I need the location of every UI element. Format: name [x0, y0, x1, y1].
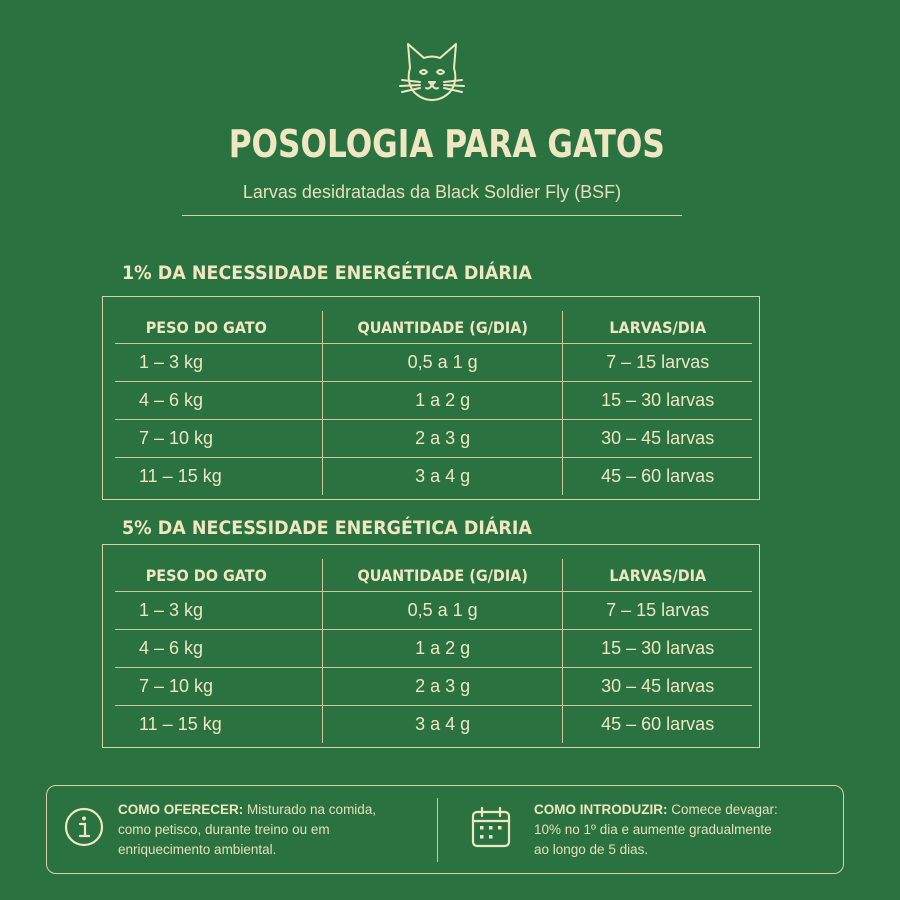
introduce-tip-label: COMO INTRODUZIR: [534, 802, 668, 817]
offer-tip-label: COMO OFERECER: [118, 802, 244, 817]
section-title-5pct: 5% DA NECESSIDADE ENERGÉTICA DIÁRIA [122, 517, 532, 539]
cell-quantity: 3 a 4 g [322, 458, 562, 496]
cell-weight: 7 – 10 kg [115, 420, 322, 458]
offer-tip-line2: como petisco, durante treino ou em [118, 822, 330, 837]
header-divider [182, 215, 682, 216]
table-row [115, 706, 752, 744]
introduce-tip-line2: 10% no 1º dia e aumente gradualmente [534, 822, 772, 837]
table-row [115, 668, 752, 706]
offer-tip-line1: Misturado na comida, [243, 802, 377, 817]
cell-weight: 4 – 6 kg [115, 382, 322, 420]
introduce-tip-line3: ao longo de 5 dias. [534, 842, 649, 857]
column-header-weight: PESO DO GATO [145, 317, 267, 337]
table-row [115, 630, 752, 668]
introduce-tip-line1: Comece devagar: [667, 802, 778, 817]
cell-weight: 7 – 10 kg [115, 668, 322, 706]
cat-face-icon [396, 38, 468, 110]
offer-tip [118, 800, 428, 860]
offer-tip-line3: enriquecimento ambiental. [118, 842, 277, 857]
cell-larvae: 45 – 60 larvas [563, 706, 752, 744]
cell-quantity: 2 a 3 g [322, 420, 562, 458]
cell-larvae: 30 – 45 larvas [563, 668, 752, 706]
cell-weight: 1 – 3 kg [115, 592, 322, 630]
table-row [115, 592, 752, 630]
page-subtitle: Larvas desidratadas da Black Soldier Fly (BSF) [242, 182, 622, 202]
cell-larvae: 7 – 15 larvas [563, 592, 752, 630]
cell-quantity: 1 a 2 g [322, 382, 562, 420]
cell-weight: 11 – 15 kg [139, 714, 222, 734]
table-header-row [115, 311, 752, 344]
introduce-tip [534, 800, 839, 860]
calendar-icon [469, 804, 513, 850]
column-header-larvae: LARVAS/DIA [609, 565, 707, 585]
cell-weight: 1 – 3 kg [115, 344, 322, 382]
table-row [115, 458, 752, 496]
table-row [115, 344, 752, 382]
table-header-row [115, 559, 752, 592]
cell-quantity: 3 a 4 g [322, 706, 562, 744]
cell-quantity: 0,5 a 1 g [322, 344, 562, 382]
cell-larvae: 7 – 15 larvas [563, 344, 752, 382]
cell-larvae: 30 – 45 larvas [563, 420, 752, 458]
column-header-quantity: QUANTIDADE (G/DIA) [357, 317, 528, 337]
cell-larvae: 15 – 30 larvas [563, 630, 752, 668]
table-row [115, 382, 752, 420]
cell-quantity: 2 a 3 g [322, 668, 562, 706]
cell-quantity: 1 a 2 g [322, 630, 562, 668]
cell-weight: 4 – 6 kg [115, 630, 322, 668]
column-header-larvae: LARVAS/DIA [609, 317, 707, 337]
cell-quantity: 0,5 a 1 g [322, 592, 562, 630]
cell-larvae: 45 – 60 larvas [563, 458, 752, 496]
info-circle-icon [63, 806, 105, 848]
table-row [115, 420, 752, 458]
column-header-weight: PESO DO GATO [145, 565, 267, 585]
cell-larvae: 15 – 30 larvas [563, 382, 752, 420]
cell-weight: 11 – 15 kg [139, 466, 222, 486]
column-header-quantity: QUANTIDADE (G/DIA) [357, 565, 528, 585]
page-title: POSOLOGIA PARA GATOS [228, 122, 665, 166]
tips-divider [437, 798, 438, 862]
dosage-table-1pct [102, 296, 760, 500]
section-title-1pct: 1% DA NECESSIDADE ENERGÉTICA DIÁRIA [122, 262, 532, 284]
dosage-table-5pct [102, 544, 760, 748]
tips-box [46, 785, 844, 874]
